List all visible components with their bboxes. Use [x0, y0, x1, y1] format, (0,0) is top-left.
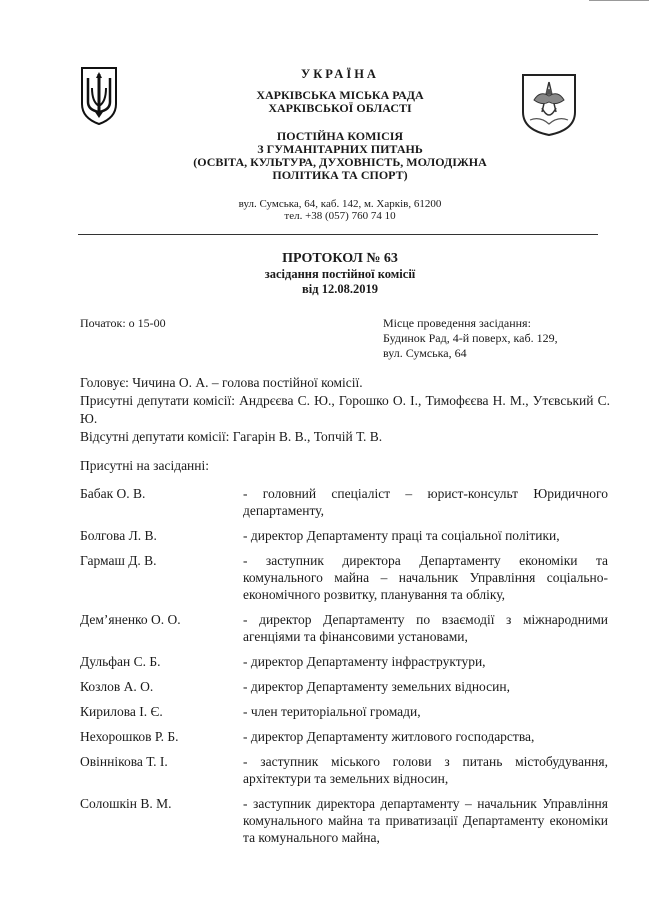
list-item	[80, 527, 610, 544]
list-item	[80, 552, 610, 603]
commission-line: ПОСТІЙНА КОМІСІЯ	[276, 129, 404, 143]
contact-block	[150, 198, 530, 222]
venue-line: Будинок Рад, 4-й поверх, каб. 129,	[383, 331, 558, 345]
absent-deputies-line: Відсутні депутати комісії: Гагарін В. В., Топчій Т. В.	[80, 429, 383, 444]
attendee-name: Гармаш Д. В.	[80, 553, 157, 568]
ukraine-coat-of-arms-icon	[80, 66, 118, 126]
list-item	[80, 703, 610, 720]
attendee-role: - заступник міського голови з питань містобудування, архітектури та земельних відносин,	[243, 754, 608, 786]
protocol-title-block	[150, 250, 530, 297]
present-deputies-line: Присутні депутати комісії: Андрєєва С. Ю., Горошко О. І., Тимофєєва Н. М., Утєвський С. Ю.	[80, 393, 610, 426]
venue-block	[383, 316, 613, 361]
country-name: УКРАЇНА	[301, 67, 379, 81]
list-item	[80, 653, 610, 670]
attendee-name: Козлов А. О.	[80, 679, 154, 694]
attendee-role: - директор Департаменту по взаємодії з міжнародними агенціями та фінансовими установами,	[243, 612, 608, 644]
list-item	[80, 728, 610, 745]
phone-text: тел. +38 (057) 760 74 10	[284, 210, 396, 222]
scan-edge-line	[589, 0, 649, 1]
attendee-role: - директор Департаменту праці та соціальної політики,	[243, 528, 560, 543]
attendees-list	[80, 485, 610, 854]
attendee-name: Болгова Л. В.	[80, 528, 157, 543]
chair-line: Головує: Чичина О. А. – голова постійної комісії.	[80, 375, 363, 390]
attendee-role: - директор Департаменту земельних відносин,	[243, 679, 510, 694]
venue-line: вул. Сумська, 64	[383, 346, 467, 360]
commission-line: ПОЛІТИКА ТА СПОРТ)	[272, 168, 408, 182]
attendee-role: - член територіальної громади,	[243, 704, 421, 719]
meeting-info	[80, 374, 610, 446]
attendee-role: - директор Департаменту житлового господарства,	[243, 729, 535, 744]
attendee-name: Дульфан С. Б.	[80, 654, 161, 669]
attendee-name: Солошкін В. М.	[80, 796, 172, 811]
start-time: Початок: о 15-00	[80, 316, 166, 330]
council-line: ХАРКІВСЬКОЇ ОБЛАСТІ	[268, 101, 412, 115]
attendee-name: Кирилова І. Є.	[80, 704, 163, 719]
list-item	[80, 485, 610, 519]
commission-line: (ОСВІТА, КУЛЬТУРА, ДУХОВНІСТЬ, МОЛОДІЖНА	[193, 155, 487, 169]
header-divider	[78, 234, 598, 235]
attendee-name: Дем’яненко О. О.	[80, 612, 181, 627]
attendee-role: - заступник директора департаменту – начальник Управління комунального майна та приватизації Департаменту економіки та комунального майна,	[243, 796, 608, 845]
venue-label: Місце проведення засідання:	[383, 316, 531, 330]
attendee-name: Бабак О. В.	[80, 486, 146, 501]
list-item	[80, 753, 610, 787]
attendee-name: Нехорошков Р. Б.	[80, 729, 179, 744]
protocol-title: ПРОТОКОЛ № 63	[282, 251, 398, 266]
council-line: ХАРКІВСЬКА МІСЬКА РАДА	[256, 88, 424, 102]
attendees-heading: Присутні на засіданні:	[80, 458, 210, 473]
attendee-role: - заступник директора Департаменту економіки та комунального майна – начальник Управління соціально-економічного розвитку, планування та обліку,	[243, 553, 608, 602]
list-item	[80, 795, 610, 846]
address-text: вул. Сумська, 64, каб. 142, м. Харків, 61200	[238, 198, 442, 210]
attendee-role: - директор Департаменту інфраструктури,	[243, 654, 486, 669]
protocol-subtitle: засідання постійної комісії	[264, 267, 416, 281]
council-name	[150, 89, 530, 115]
commission-name	[150, 130, 530, 182]
list-item	[80, 678, 610, 695]
protocol-date: від 12.08.2019	[302, 282, 378, 296]
attendee-role: - головний спеціаліст – юрист-консульт Юридичного департаменту,	[243, 486, 608, 518]
commission-line: З ГУМАНІТАРНИХ ПИТАНЬ	[257, 142, 423, 156]
attendee-name: Овіннікова Т. І.	[80, 754, 168, 769]
list-item	[80, 611, 610, 645]
